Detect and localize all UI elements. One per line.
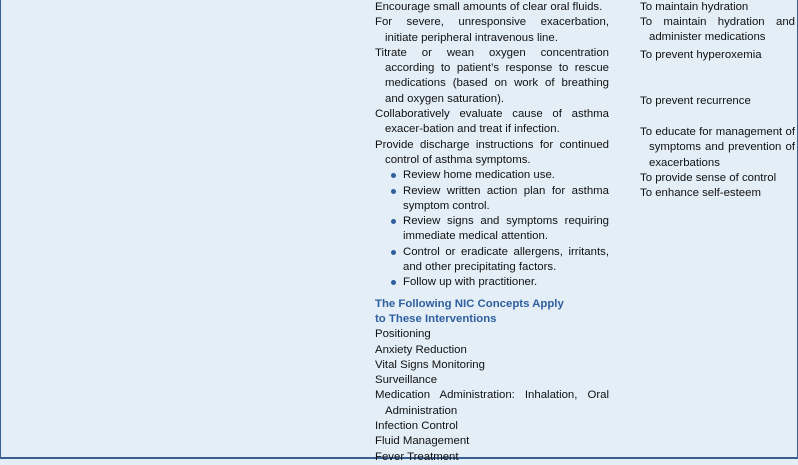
nic-heading-line: The Following NIC Concepts Apply [375,297,564,310]
bullet-item: Review signs and symptoms requiring immediate medical attention. [393,214,609,245]
bullet-item: Follow up with practitioner. [393,275,609,290]
interventions-column [375,0,609,465]
rationale-item: To maintain hydration and administer medications [640,16,795,44]
bullet-item: Review home medication use. [393,168,609,183]
bullet-item: Control or eradicate allergens, irritants, and other precipitating factors. [393,245,609,276]
discharge-bullet-list [375,168,609,290]
rationale-item: To prevent hyperoxemia [640,49,762,61]
bullet-item: Review written action plan for asthma symptom control. [393,184,609,215]
nic-concept: Medication Administration: Inhalation, Oral Administration [375,389,609,417]
intervention-item: Collaboratively evaluate cause of asthma exacer-bation and treat if infection. [375,108,609,136]
nic-concept-list [375,327,609,465]
nic-heading-line: to These Interventions [375,312,497,325]
intervention-item: Provide discharge instructions for continued control of asthma symptoms. [375,138,609,166]
nic-concept: Anxiety Reduction [375,343,467,356]
nic-heading [375,297,609,328]
intervention-item: Encourage small amounts of clear oral fluids. [375,1,603,13]
rationale-item: To provide sense of control [640,172,777,184]
nic-concept: Surveillance [375,374,438,387]
intervention-item: For severe, unresponsive exacerbation, initiate peripheral intravenous line. [375,16,609,44]
rationale-item: To prevent recurrence [640,95,751,107]
rationale-item: To educate for management of symptoms and prevention of exacerbations [640,126,795,169]
nic-concept: Positioning [375,328,431,341]
nic-concept: Fluid Management [375,435,470,448]
rationale-item: To maintain hydration [640,1,749,13]
nic-concept: Fever Treatment [375,450,459,463]
intervention-item: Titrate or wean oxygen concentration according to patient’s response to rescue medications (based on work of breathing and oxygen saturation). [375,46,609,105]
nic-concept: Vital Signs Monitoring [375,358,485,371]
nic-concept: Infection Control [375,420,458,433]
rationale-item: To enhance self-esteem [640,187,761,199]
